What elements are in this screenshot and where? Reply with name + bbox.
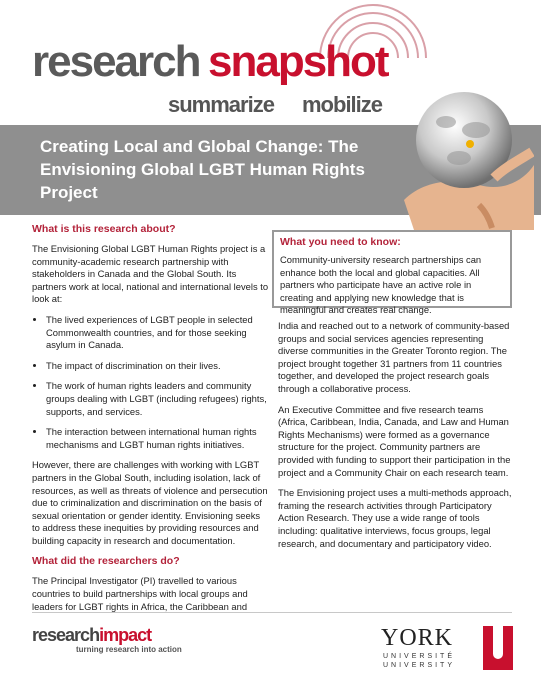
paragraph-governance: An Executive Committee and five research teams (Africa, Caribbean, India, Canada, and Law and Human Rights Mechanisms) were formed as a governance structure for the project. Community partners are provided with funding to support their participation in the project and a Community Chair on each research team. <box>278 403 511 478</box>
research-impact-logo <box>32 625 182 654</box>
heading-researchers: What did the researchers do? <box>32 555 180 568</box>
paragraph-continued: India and reached out to a network of community-based groups and social services agencies representing diverse communities in the Greater Toronto region. The project brought together 31 partners from 11 countries together, and developed the project research goals through a collaborative process. <box>278 320 510 394</box>
paragraph-about: The Envisioning Global LGBT Human Rights project is a community-academic research partnership with stakeholders in Canada and the Global South. Its partners work at local, national and international levels to look at: <box>32 243 269 305</box>
callout-heading: What you need to know: <box>280 236 401 248</box>
paragraph-methods: The Envisioning project uses a multi-methods approach, framing the research activities through Participatory Action Research. They use a wide range of tools including: qualitative interviews, focus groups, legal research, and documentary and participatory video. <box>278 487 512 549</box>
left-column <box>32 223 270 621</box>
footer-divider <box>32 612 512 613</box>
ri-research-word: research <box>32 625 100 645</box>
focus-list <box>32 314 270 451</box>
york-university-logo <box>381 626 513 672</box>
york-u-mark-icon <box>483 626 513 670</box>
right-column <box>278 320 514 558</box>
list-item: • The impact of discrimination on their lives. <box>46 360 270 373</box>
list-item: • The work of human rights leaders and community groups dealing with LGBT (including refugees) rights, supports, and services. <box>46 380 270 418</box>
york-universite: UNIVERSITÉ <box>383 653 456 660</box>
list-item: • The lived experiences of LGBT people in selected Commonwealth countries, and for those seeking asylum in Canada. <box>46 314 270 352</box>
heading-about: What is this research about? <box>32 223 176 235</box>
page-title: Creating Local and Global Change: The Envisioning Global LGBT Human Rights Project <box>40 137 365 202</box>
key-points-callout <box>272 230 512 316</box>
globe-in-hand-image <box>384 60 534 230</box>
logo-snapshot-word: snapshot <box>208 37 388 86</box>
paragraph-challenges: However, there are challenges with working with LGBT partners in the Global South, including isolation, lack of resources, as well as threats of violence and persecution due to criminalization and discrimination on the basis of sexual orientation or gender identity. Envisioning seeks to address these inequities by providing resources and building capacity in research and documentation. <box>32 459 268 546</box>
york-name: YORK <box>381 625 454 651</box>
paragraph-researchers: The Principal Investigator (PI) travelled to various countries to build partnerships with local groups and leaders for LGBT rights in Africa, the Caribbean and <box>32 575 248 612</box>
tagline-summarize: summarize <box>168 92 274 117</box>
list-item: • The interaction between international human rights mechanisms and LGBT human rights initiatives. <box>46 426 270 451</box>
ri-tagline: turning research into action <box>76 645 182 654</box>
callout-text: Community-university research partnerships can enhance both the local and global capacities. All partners who participate have an active role in creating and applying new knowledge that is meaningful and creates real change. <box>280 254 482 316</box>
ri-impact-word: impact <box>99 625 152 645</box>
tagline-mobilize: mobilize <box>302 92 383 117</box>
york-university: UNIVERSITY <box>383 662 456 669</box>
logo-research-word: research <box>32 37 200 86</box>
